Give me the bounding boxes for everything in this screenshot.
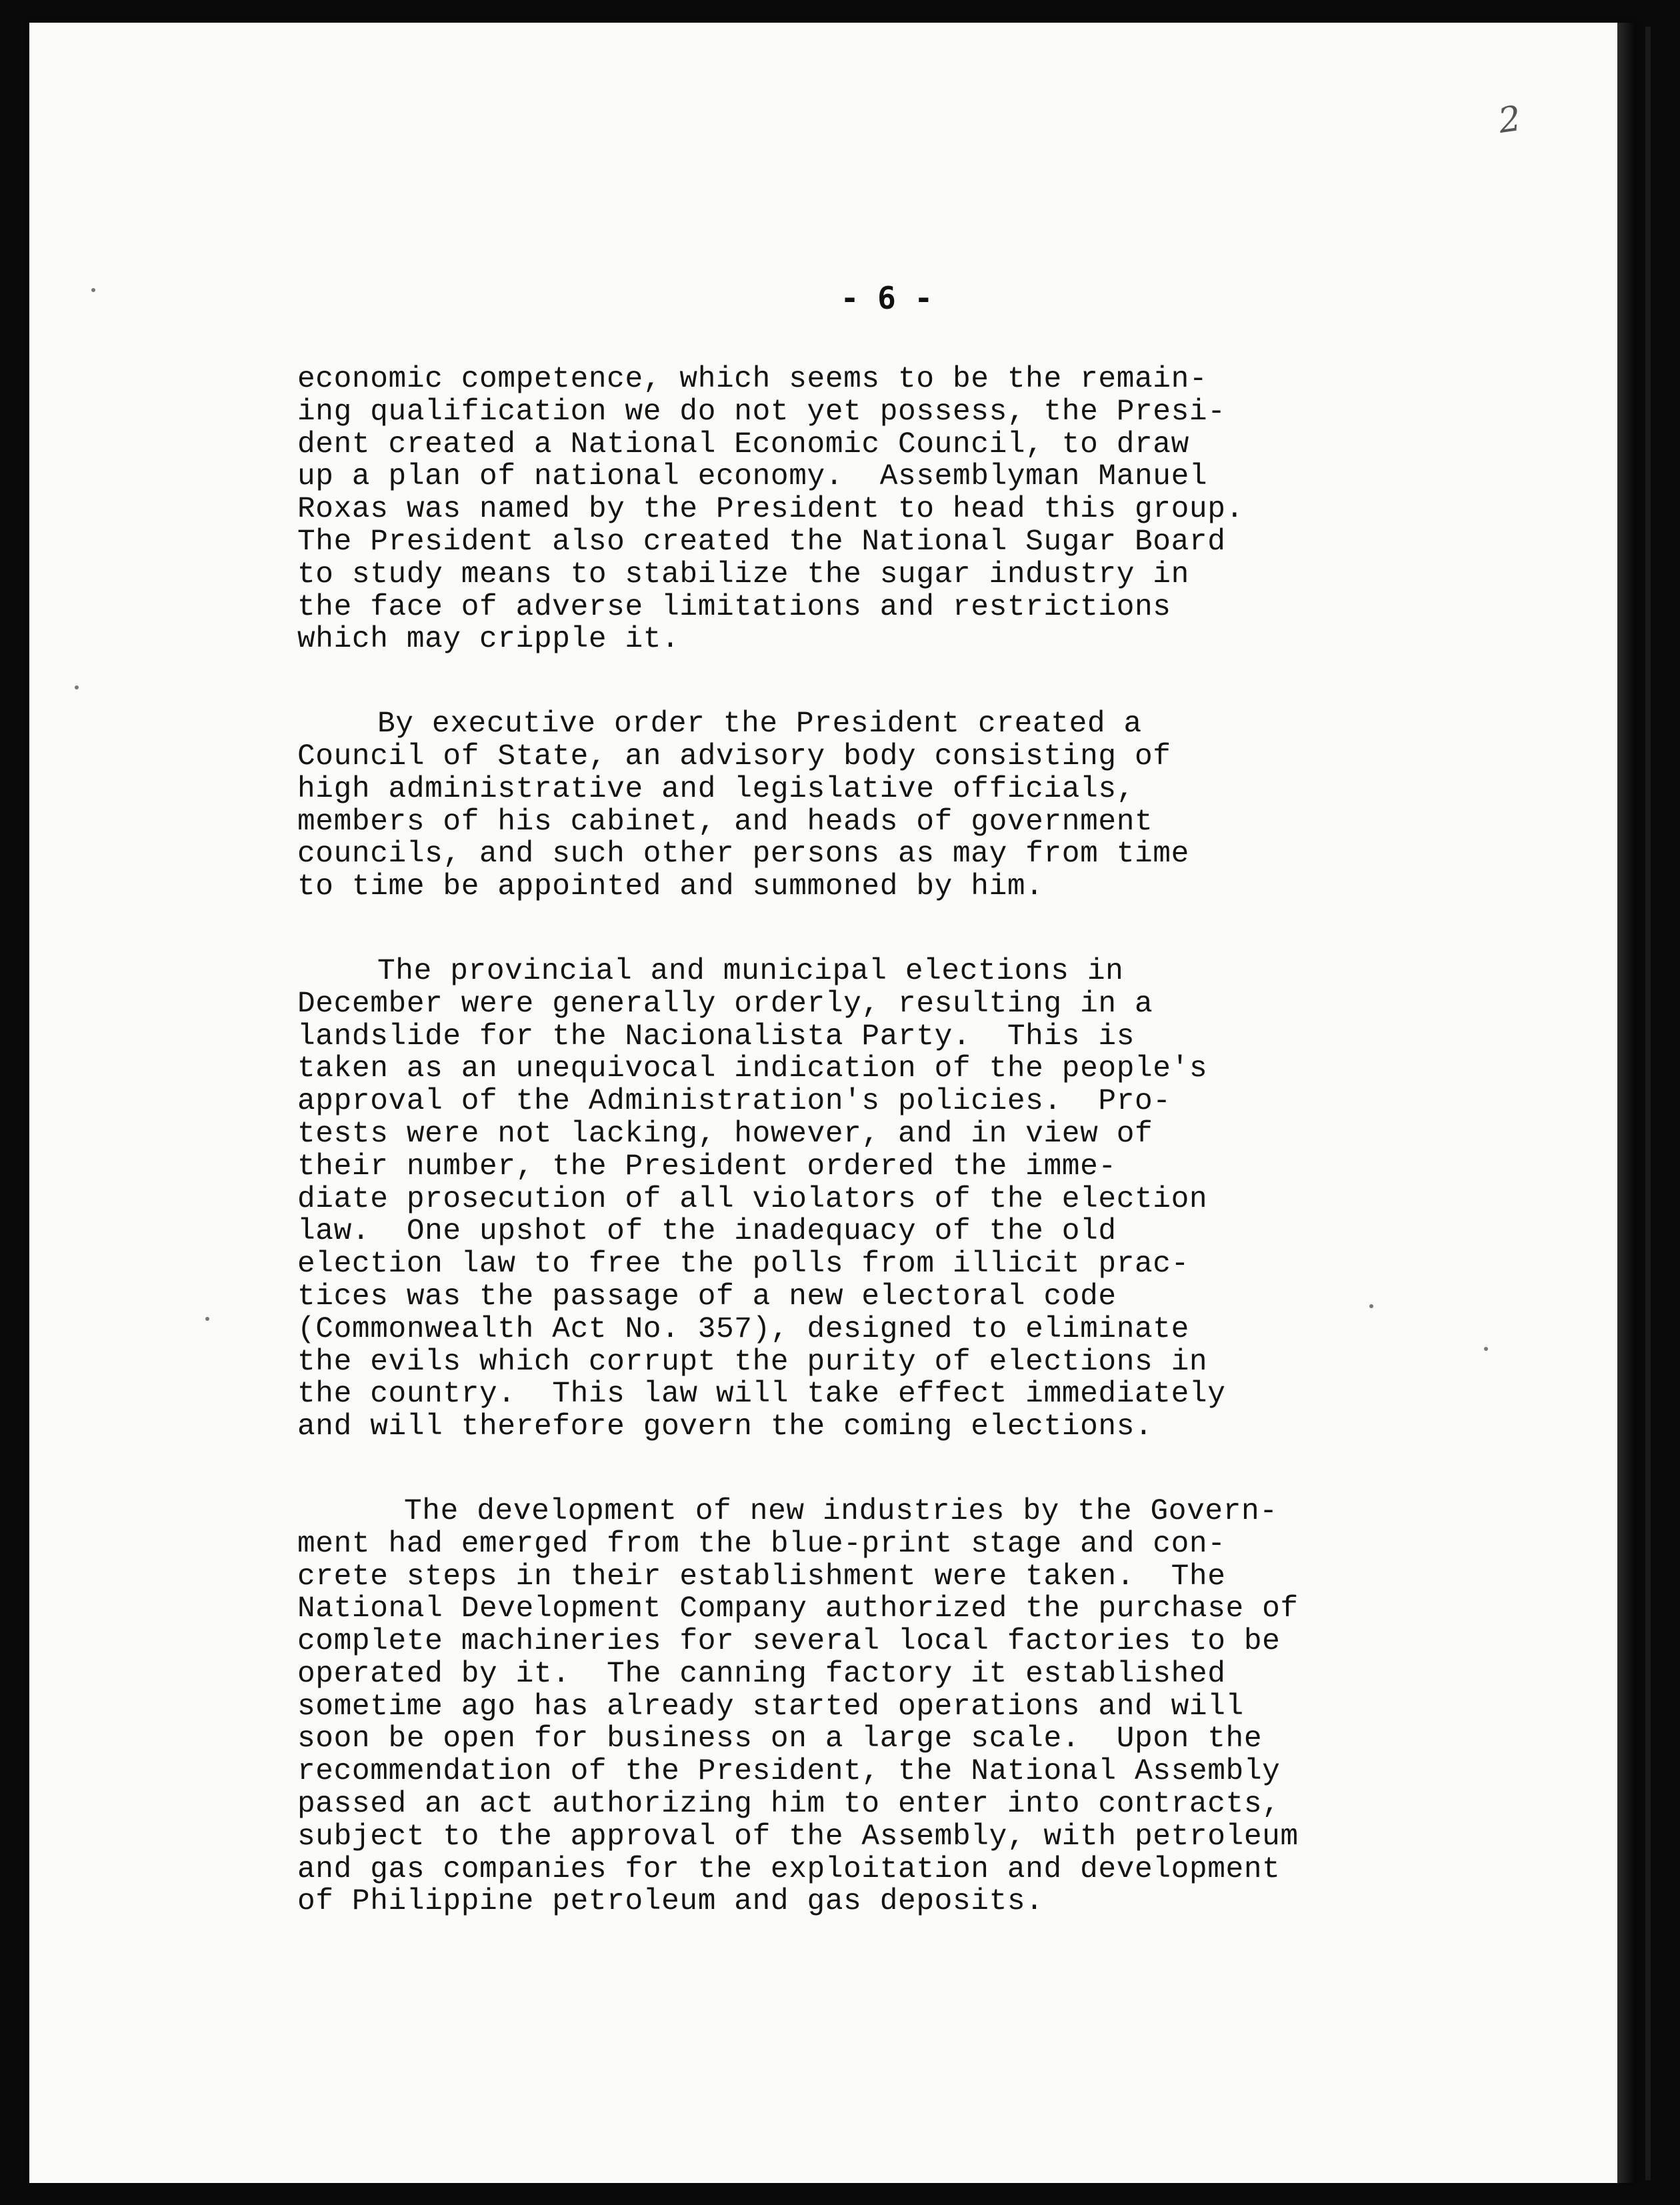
- text-line: passed an act authorizing him to enter into contracts,: [297, 1788, 1281, 1822]
- text-line: members of his cabinet, and heads of government: [297, 805, 1153, 839]
- text-line: to study means to stabilize the sugar industry in: [297, 557, 1189, 591]
- text-line: operated by it. The canning factory it established: [297, 1657, 1226, 1691]
- text-line: ment had emerged from the blue-print stage and con-: [297, 1527, 1226, 1561]
- scan-speck: [205, 1317, 209, 1321]
- text-line: (Commonwealth Act No. 357), designed to eliminate: [297, 1312, 1189, 1346]
- text-line: approval of the Administration's policies. Pro-: [297, 1085, 1171, 1119]
- text-line: National Development Company authorized the purchase of: [297, 1592, 1299, 1626]
- text-line: sometime ago has already started operations and will: [297, 1690, 1244, 1724]
- text-line: subject to the approval of the Assembly, with petroleum: [297, 1820, 1299, 1854]
- text-line: December were generally orderly, resulting in a: [297, 987, 1153, 1021]
- text-line: Council of State, an advisory body consisting of: [297, 739, 1171, 773]
- text-line: high administrative and legislative officials,: [297, 772, 1135, 806]
- page-number: - 6 -: [840, 280, 933, 316]
- text-line: diate prosecution of all violators of the election: [297, 1182, 1208, 1216]
- text-line: dent created a National Economic Council, to draw: [297, 427, 1189, 461]
- text-line: and will therefore govern the coming elections.: [297, 1410, 1153, 1444]
- text-line: law. One upshot of the inadequacy of the old: [297, 1215, 1117, 1249]
- paragraph-2: [297, 708, 1471, 903]
- text-line: landslide for the Nacionalista Party. This is: [297, 1019, 1135, 1053]
- corner-handwritten-mark: 2: [1495, 98, 1524, 142]
- text-line: economic competence, which seems to be the remain-: [297, 363, 1208, 396]
- text-line: which may cripple it.: [297, 623, 680, 657]
- text-line: soon be open for business on a large scale. Upon the: [297, 1722, 1263, 1756]
- text-line: The President also created the National Sugar Board: [297, 525, 1226, 559]
- text-line: tests were not lacking, however, and in view of: [297, 1117, 1153, 1151]
- text-line: ing qualification we do not yet possess, the Presi-: [297, 395, 1226, 429]
- text-line: complete machineries for several local factories to be: [297, 1625, 1281, 1659]
- scan-speck: [75, 685, 79, 689]
- page-edge-strip: [1617, 23, 1636, 2183]
- text-line: recommendation of the President, the National Assembly: [297, 1755, 1281, 1789]
- text-line: crete steps in their establishment were taken. The: [297, 1560, 1226, 1594]
- text-line: election law to free the polls from illicit prac-: [297, 1248, 1189, 1282]
- text-line: The provincial and municipal elections in: [377, 954, 1124, 988]
- document-body: [297, 363, 1471, 1970]
- text-line: the evils which corrupt the purity of elections in: [297, 1345, 1208, 1379]
- text-line: to time be appointed and summoned by him.: [297, 870, 1044, 904]
- text-line: Roxas was named by the President to head this group.: [297, 493, 1244, 527]
- text-line: up a plan of national economy. Assemblyman Manuel: [297, 460, 1208, 494]
- text-line: and gas companies for the exploitation and development: [297, 1852, 1281, 1886]
- text-line: tices was the passage of a new electoral code: [297, 1280, 1117, 1314]
- text-line: of Philippine petroleum and gas deposits.: [297, 1885, 1044, 1919]
- paragraph-4: [297, 1496, 1471, 1918]
- text-line: councils, and such other persons as may from time: [297, 837, 1189, 871]
- scan-speck: [91, 288, 95, 292]
- paragraph-3: [297, 955, 1471, 1444]
- text-line: taken as an unequivocal indication of the people's: [297, 1052, 1208, 1086]
- scan-speck: [1484, 1347, 1488, 1351]
- paragraph-1: [297, 363, 1471, 656]
- text-line: the country. This law will take effect immediately: [297, 1378, 1226, 1412]
- binding-edge: [1645, 27, 1651, 2180]
- text-line: the face of adverse limitations and restrictions: [297, 590, 1171, 624]
- text-line: The development of new industries by the Govern-: [404, 1494, 1278, 1528]
- text-line: By executive order the President created a: [377, 707, 1142, 741]
- text-line: their number, the President ordered the imme-: [297, 1150, 1117, 1184]
